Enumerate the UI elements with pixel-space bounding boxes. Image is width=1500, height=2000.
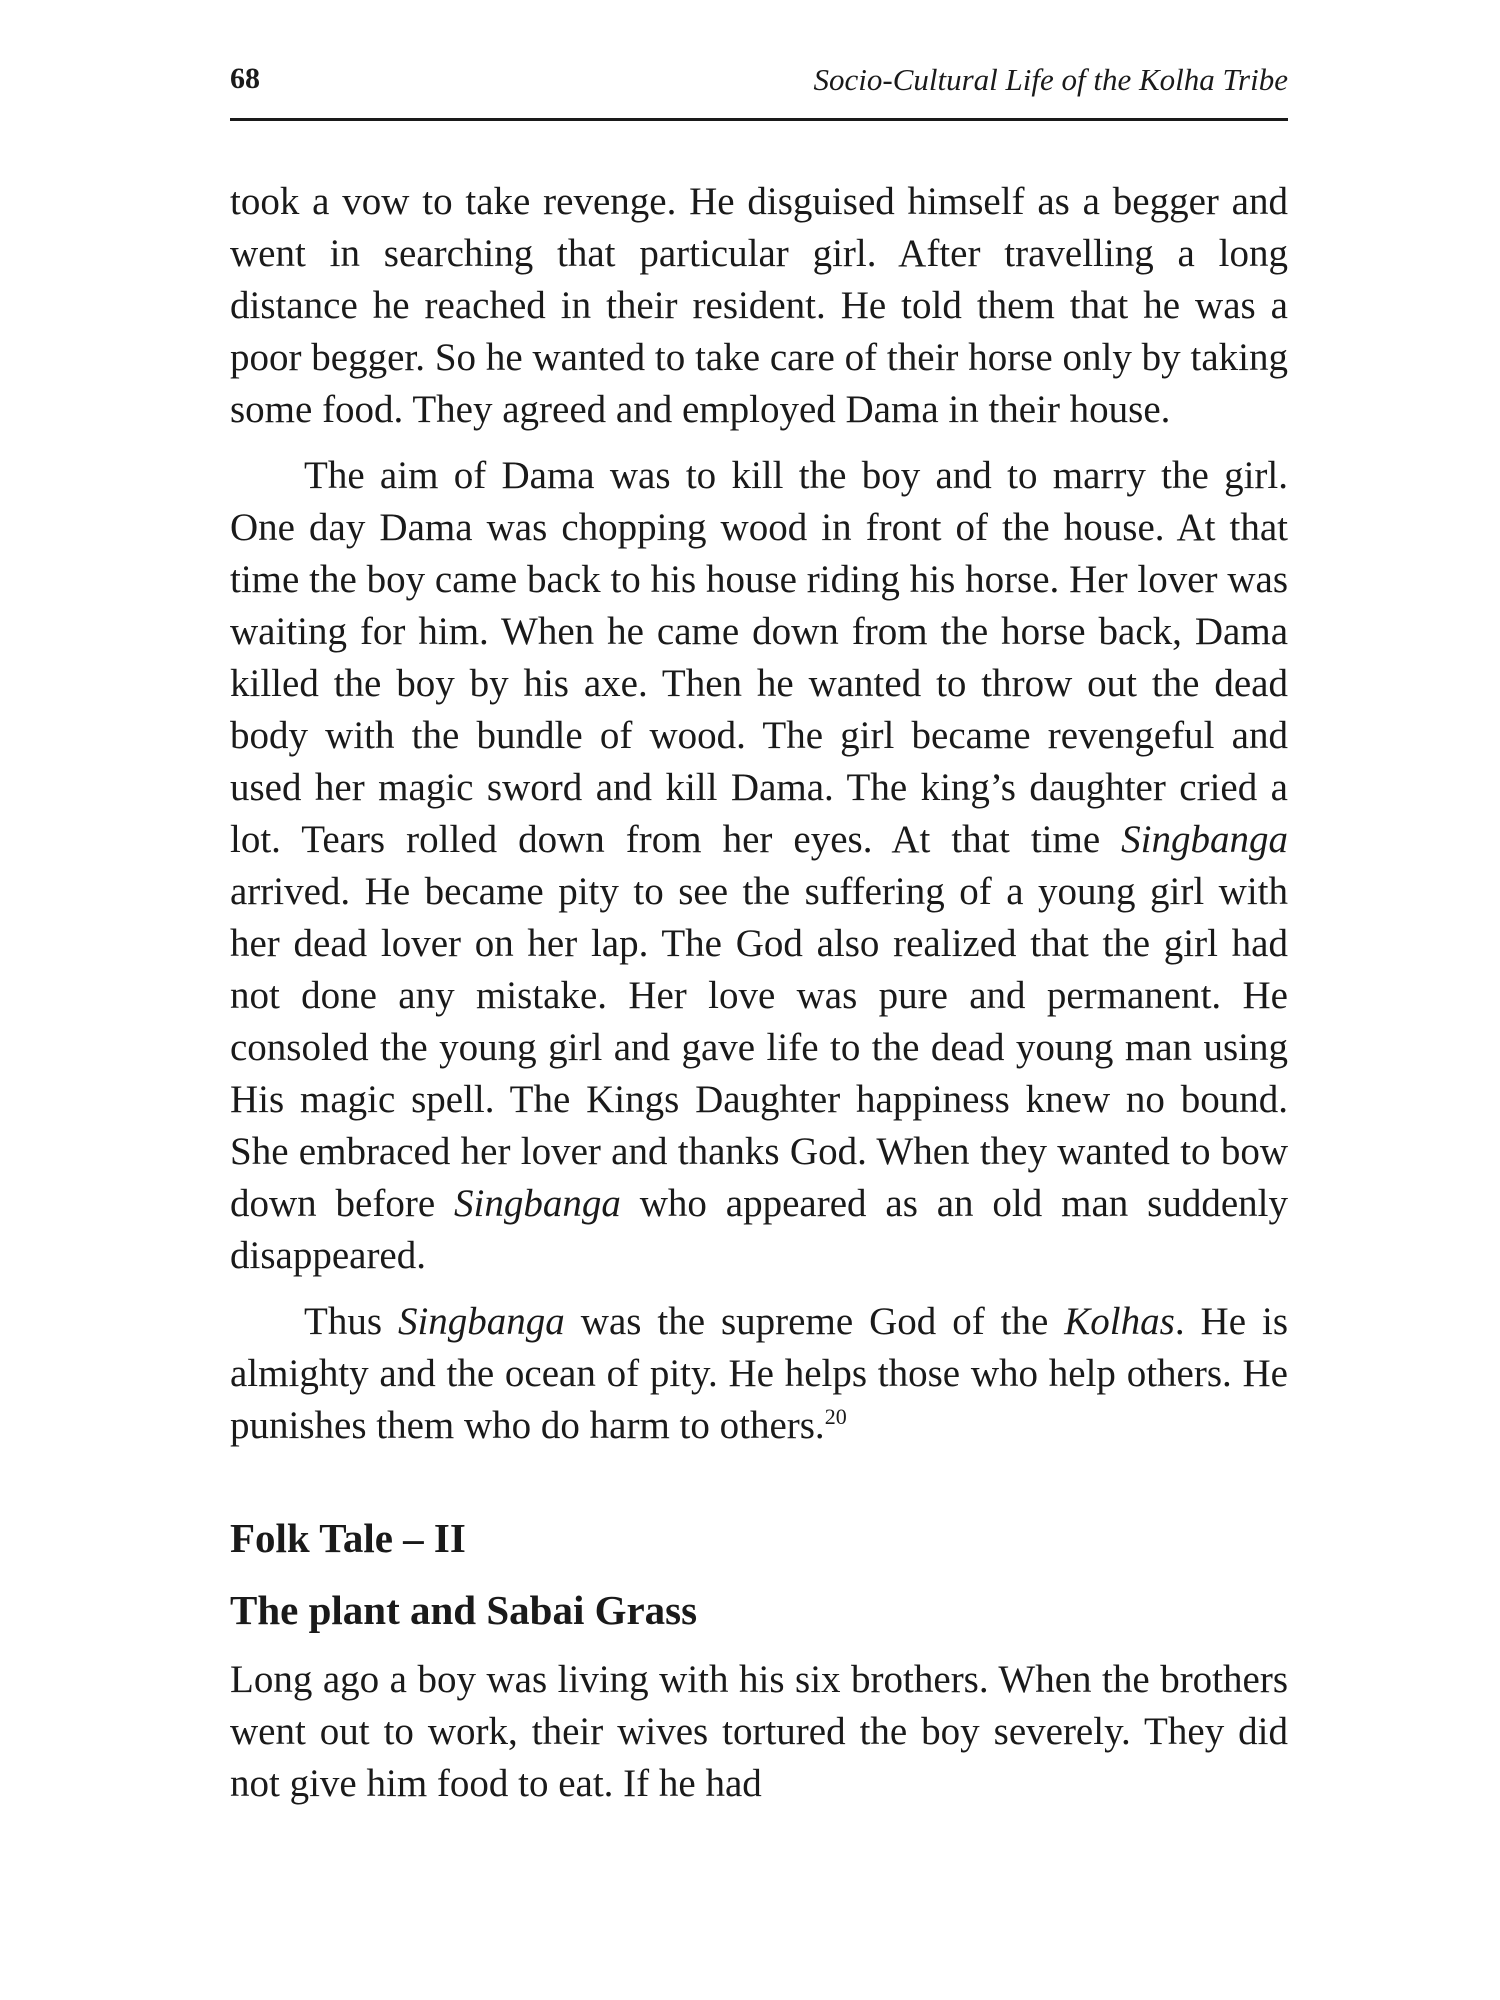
running-header <box>230 58 1288 121</box>
deity-name: Singbanga <box>454 1182 621 1225</box>
paragraph-3-text-b: was the supreme God of the <box>564 1300 1065 1343</box>
book-page <box>230 58 1288 1810</box>
paragraph-2 <box>230 450 1288 1282</box>
deity-name: Singbanga <box>397 1300 565 1343</box>
paragraph-3-text-a: Thus <box>304 1300 398 1343</box>
paragraph-2-text-b: arrived. He became pity to see the suffering of a young girl with her dead lover on her lap. The God also realized that the girl had not done any mistake. Her love was pure and permanent. He consoled the young girl and gave life to the dead young man using His magic spell. The Kings Daughter happiness knew no bound. She embraced her lover and thanks God. When they wanted to bow down before <box>230 870 1288 1225</box>
running-title: Socio-Cultural Life of the Kolha Tribe <box>813 62 1288 97</box>
deity-name: Singbanga <box>1121 818 1288 861</box>
section-subheading: The plant and Sabai Grass <box>230 1587 698 1633</box>
tribe-name: Kolhas <box>1064 1300 1175 1343</box>
body-text <box>230 176 1288 1810</box>
paragraph-4-text: Long ago a boy was living with his six brothers. When the brothers went out to work, their wives tortured the boy severely. They did not give him food to eat. If he had <box>230 1658 1288 1805</box>
section-heading: Folk Tale – II <box>230 1515 466 1561</box>
page-number: 68 <box>230 62 260 95</box>
footnote-marker: 20 <box>824 1404 847 1429</box>
paragraph-4 <box>230 1654 1288 1810</box>
paragraph-2-text-c: who appeared as an old man suddenly disappeared. <box>230 1182 1288 1277</box>
paragraph-3-text-c: . He is almighty and the ocean of pity. He helps those who help others. He punishes them who do harm to others. <box>230 1300 1288 1447</box>
paragraph-1-text: took a vow to take revenge. He disguised himself as a begger and went in searching that particular girl. After travelling a long distance he reached in their resident. He told them that he was a poor begger. So he wanted to take care of their horse only by taking some food. They agreed and employed Dama in their house. <box>230 180 1288 431</box>
paragraph-3 <box>230 1296 1288 1452</box>
paragraph-1 <box>230 176 1288 436</box>
paragraph-2-text-a: The aim of Dama was to kill the boy and to marry the girl. One day Dama was chopping wood in front of the house. At that time the boy came back to his house riding his horse. Her lover was waiting for him. When he came down from the horse back, Dama killed the boy by his axe. Then he wanted to throw out the dead body with the bundle of wood. The girl became revengeful and used her magic sword and kill Dama. The king’s daughter cried a lot. Tears rolled down from her eyes. At that time <box>230 454 1288 861</box>
